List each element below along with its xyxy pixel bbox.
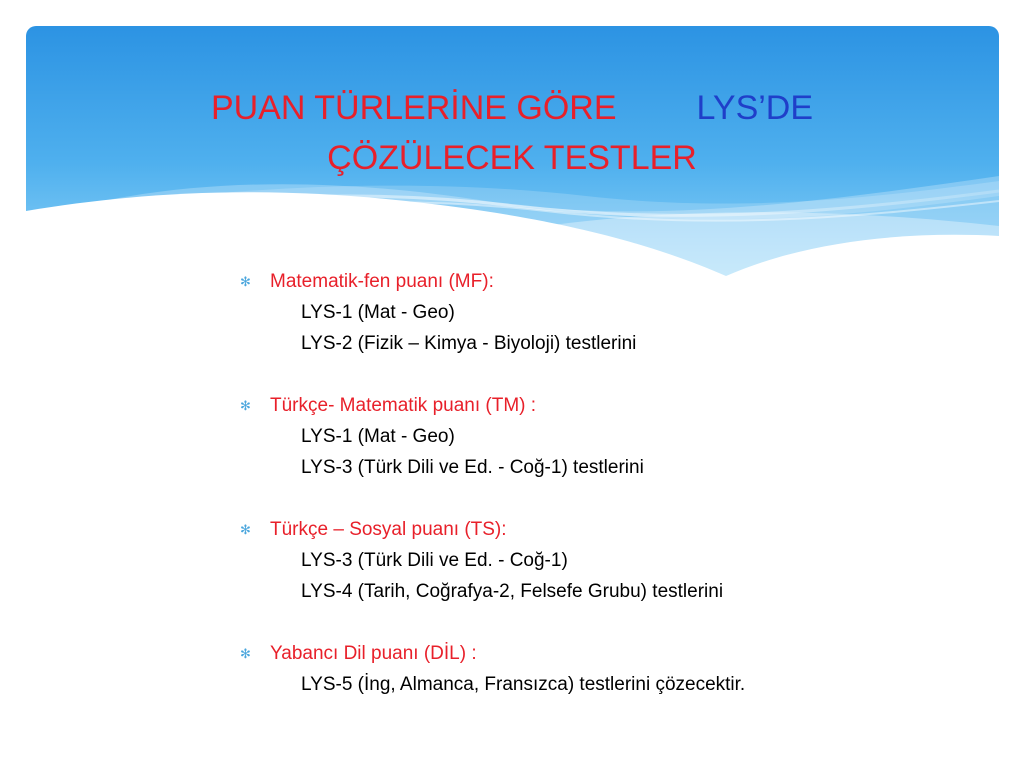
group-line: LYS-3 (Türk Dili ve Ed. - Coğ-1) — [301, 550, 568, 571]
group-line: LYS-4 (Tarih, Coğrafya-2, Felsefe Grubu) testlerini — [301, 581, 724, 602]
group-heading-text: Yabancı Dil puanı (DİL) : — [270, 643, 477, 664]
list-item — [238, 638, 958, 700]
asterisk-bullet-icon: ✻ — [240, 646, 251, 661]
title-second-line: ÇÖZÜLECEK TESTLER — [327, 138, 697, 177]
asterisk-bullet-icon: ✻ — [240, 274, 251, 289]
list-item — [238, 266, 958, 359]
list-item — [238, 514, 958, 607]
group-line: LYS-1 (Mat - Geo) — [301, 426, 455, 447]
group-heading — [238, 514, 958, 545]
group-heading-text: Matematik-fen puanı (MF): — [270, 271, 494, 292]
page-title — [0, 83, 1024, 183]
asterisk-bullet-icon: ✻ — [240, 522, 251, 537]
group-heading-text: Türkçe – Sosyal puanı (TS): — [270, 519, 507, 540]
title-blue-part: LYS’DE — [696, 88, 814, 127]
test-list — [238, 266, 958, 731]
group-line: LYS-3 (Türk Dili ve Ed. - Coğ-1) testlerini — [301, 457, 644, 478]
title-red-part: PUAN TÜRLERİNE GÖRE — [210, 88, 617, 127]
group-line: LYS-5 (İng, Almanca, Fransızca) testlerini çözecektir. — [301, 674, 746, 695]
group-heading — [238, 638, 958, 669]
group-heading-text: Türkçe- Matematik puanı (TM) : — [270, 395, 537, 416]
list-item — [238, 390, 958, 483]
group-line: LYS-2 (Fizik – Kimya - Biyoloji) testlerini — [301, 333, 637, 354]
group-heading — [238, 390, 958, 421]
group-line: LYS-1 (Mat - Geo) — [301, 302, 455, 323]
group-heading — [238, 266, 958, 297]
asterisk-bullet-icon: ✻ — [240, 398, 251, 413]
